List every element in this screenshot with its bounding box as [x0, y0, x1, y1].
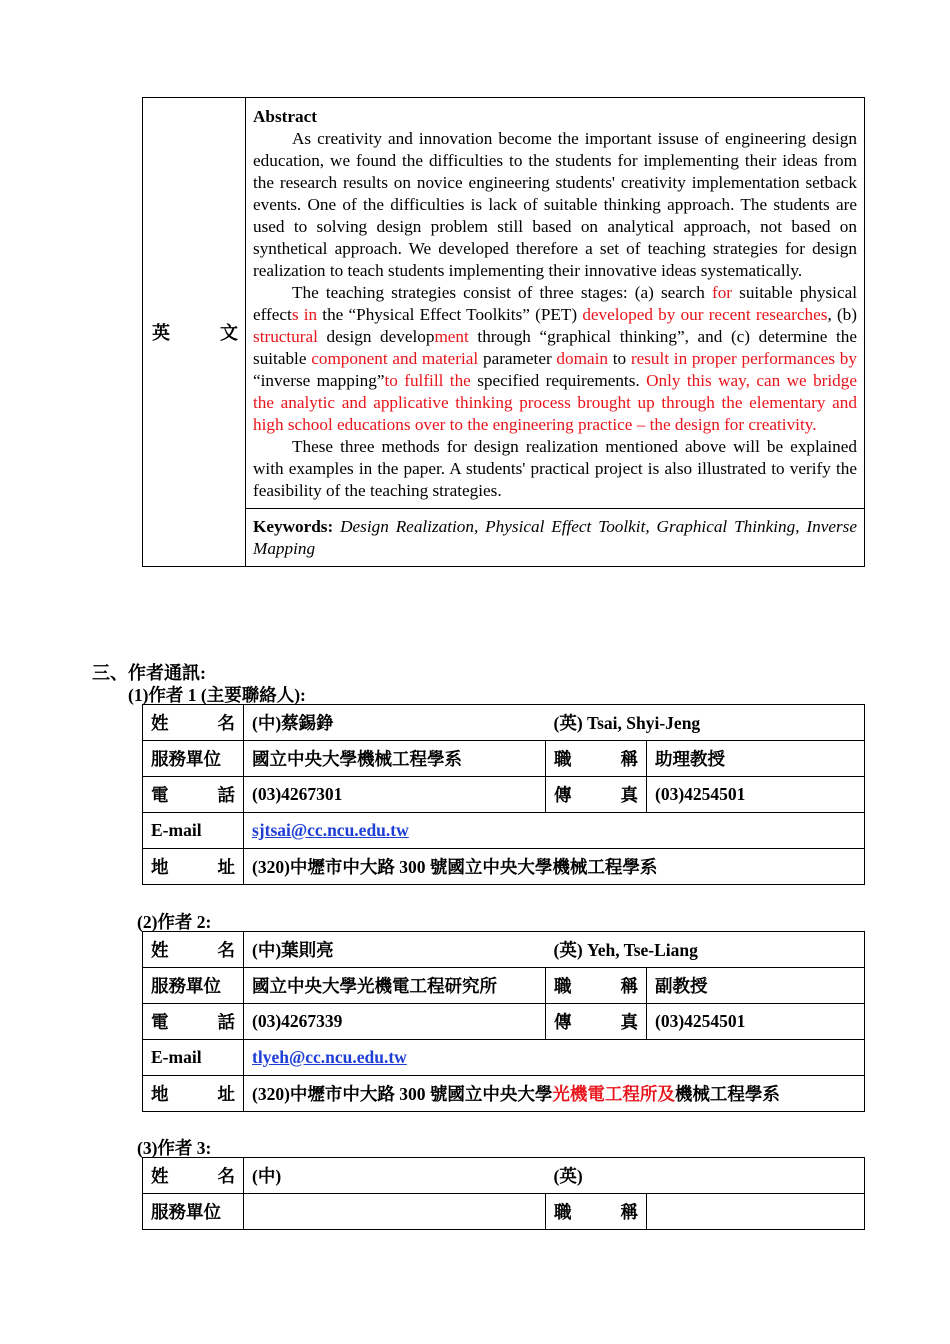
abstract-paragraph-2-segment: domain: [556, 349, 608, 368]
address-label: [143, 849, 244, 885]
title-label: [546, 968, 647, 1004]
author-1-email-cell: [244, 813, 865, 849]
author-1-email-link[interactable]: sjtsai@cc.ncu.edu.tw: [252, 820, 409, 840]
author-1-phone: (03)4267301: [244, 777, 546, 813]
abstract-paragraph-2-segment: ment: [434, 327, 469, 346]
abstract-paragraph-2-segment: to fulfill the: [384, 371, 471, 390]
fax-label: [546, 1004, 647, 1040]
author-3-unit-row: [143, 1194, 865, 1230]
unit-label: 服務單位: [143, 968, 244, 1004]
title-label-char-1: 職: [554, 976, 572, 996]
name-label: [143, 932, 244, 968]
name-label-char-1: 姓: [151, 713, 169, 733]
phone-label-char-2: 話: [217, 1012, 235, 1032]
name-label: [143, 705, 244, 741]
author-2-table: [142, 931, 865, 1112]
author-2-address-segment: 機械工程學系: [674, 1084, 780, 1104]
author-3-heading: (3)作者 3:: [137, 1138, 212, 1158]
author-2-name-row: [143, 932, 865, 968]
author-1-address-row: [143, 849, 865, 885]
abstract-paragraph-2-segment: component and material: [311, 349, 479, 368]
abstract-paragraph-2: [253, 282, 857, 436]
name-label-char-2: 名: [217, 940, 235, 960]
address-label-char-2: 址: [217, 1084, 235, 1104]
abstract-label-char-1: 英: [152, 323, 170, 343]
unit-label: 服務單位: [143, 1194, 244, 1230]
abstract-paragraph-2-segment: result in proper performances by: [630, 349, 857, 368]
author-1-address-segment: (320)中壢市中大路 300 號國立中央大學機械工程學系: [252, 857, 658, 877]
author-1-unit-row: [143, 741, 865, 777]
author-3-table: [142, 1157, 865, 1230]
author-1-title: 助理教授: [647, 741, 865, 777]
abstract-paragraph-2-segment: , (b): [827, 305, 858, 324]
author-1-unit: 國立中央大學機械工程學系: [244, 741, 546, 777]
author-3-name-en: (英): [546, 1158, 865, 1194]
author-1-phone-row: [143, 777, 865, 813]
author-2-unit: 國立中央大學光機電工程研究所: [244, 968, 546, 1004]
abstract-paragraph-2-segment: Only this way, can we bridge the analytic and applicative thinking process brought up through the elementary and high school educations over to the engineering practice – the design for creativity.: [253, 371, 857, 434]
keywords-text: Design Realization, Physical Effect Toolkit, Graphical Thinking, Inverse Mapping: [253, 517, 857, 558]
author-3-name-row: [143, 1158, 865, 1194]
email-label: E-mail: [143, 1040, 244, 1076]
title-label: [546, 1194, 647, 1230]
phone-label-char-1: 電: [151, 785, 169, 805]
abstract-paragraph-2-segment: structural: [253, 327, 318, 346]
name-label-char-2: 名: [217, 1166, 235, 1186]
author-1-address: [244, 849, 865, 885]
keywords-label: Keywords:: [253, 517, 334, 536]
name-label-char-1: 姓: [151, 940, 169, 960]
author-2-name-en: (英) Yeh, Tse-Liang: [546, 932, 865, 968]
title-label-char-1: 職: [554, 749, 572, 769]
abstract-label-char-2: 文: [220, 323, 238, 343]
author-1-name-zh: (中)蔡錫錚: [244, 705, 546, 741]
abstract-paragraph-2-segment: The teaching strategies consist of three stages: (a) search: [292, 283, 712, 302]
section-heading-author-contact: 三、作者通訊:: [92, 663, 206, 683]
abstract-paragraph-2-segment: to: [607, 349, 631, 368]
author-1-email-row: [143, 813, 865, 849]
fax-label: [546, 777, 647, 813]
phone-label: [143, 1004, 244, 1040]
author-2-email-row: [143, 1040, 865, 1076]
fax-label-char-1: 傳: [554, 785, 572, 805]
author-2-email-link[interactable]: tlyeh@cc.ncu.edu.tw: [252, 1047, 407, 1067]
author-1-name-en: (英) Tsai, Shyi-Jeng: [546, 705, 865, 741]
abstract-paragraph-2-segment: through “graphical thinking”, and (c) determine the suitable: [253, 327, 857, 368]
author-2-email-cell: [244, 1040, 865, 1076]
title-label-char-2: 稱: [620, 1202, 638, 1222]
fax-label-char-2: 真: [620, 785, 638, 805]
abstract-paragraph-2-segment: “inverse mapping”: [253, 371, 385, 390]
abstract-paragraph-2-segment: for: [711, 283, 733, 302]
author-2-phone: (03)4267339: [244, 1004, 546, 1040]
email-label: E-mail: [143, 813, 244, 849]
abstract-paragraph-2-segment: s in: [291, 305, 318, 324]
address-label: [143, 1076, 244, 1112]
title-label-char-1: 職: [554, 1202, 572, 1222]
abstract-paragraph-2-segment: the “Physical Effect Toolkits” (PET): [317, 305, 583, 324]
abstract-label: [144, 319, 244, 345]
keywords-cell: [246, 509, 865, 567]
author-1-table: [142, 704, 865, 885]
author-3-unit: [244, 1194, 546, 1230]
author-2-address-segment: 光機電工程所及: [552, 1084, 675, 1104]
phone-label-char-2: 話: [217, 785, 235, 805]
name-label-char-1: 姓: [151, 1166, 169, 1186]
author-3-name-zh: (中): [244, 1158, 546, 1194]
title-label-char-2: 稱: [620, 749, 638, 769]
author-1-fax: (03)4254501: [647, 777, 865, 813]
fax-label-char-2: 真: [620, 1012, 638, 1032]
phone-label: [143, 777, 244, 813]
author-2-heading: (2)作者 2:: [137, 912, 212, 932]
author-2-address-segment: (320)中壢市中大路 300 號國立中央大學: [252, 1084, 553, 1104]
author-2-fax: (03)4254501: [647, 1004, 865, 1040]
abstract-paragraph-1: As creativity and innovation become the important issuse of engineering design education, we found the difficulties to the students for implementing their ideas from the research results on novice engineering students' creativity implementation setback events. One of the difficulties is lack of suitable thinking approach. The students are used to solving design problem still based on analytical approach, not based on synthetical approach. We developed therefore a set of teaching strategies for design realization to teach students implementing their innovative ideas systematically.: [253, 129, 857, 280]
abstract-paragraph-2-segment: parameter: [478, 349, 557, 368]
abstract-label-cell: [143, 98, 246, 567]
abstract-title: Abstract: [253, 107, 317, 126]
address-label-char-1: 地: [151, 857, 169, 877]
address-label-char-1: 地: [151, 1084, 169, 1104]
author-2-address-row: [143, 1076, 865, 1112]
abstract-paragraph-2-segment: developed by our recent researches: [582, 305, 828, 324]
name-label-char-2: 名: [217, 713, 235, 733]
name-label: [143, 1158, 244, 1194]
unit-label: 服務單位: [143, 741, 244, 777]
author-1-heading: (1)作者 1 (主要聯絡人):: [128, 685, 306, 705]
abstract-table: [142, 97, 865, 567]
title-label-char-2: 稱: [620, 976, 638, 996]
author-1-name-row: [143, 705, 865, 741]
title-label: [546, 741, 647, 777]
author-3-title: [647, 1194, 865, 1230]
author-2-name-zh: (中)葉則亮: [244, 932, 546, 968]
abstract-paragraph-3: These three methods for design realization mentioned above will be explained with examples in the paper. A students' practical project is also illustrated to verify the feasibility of the teaching strategies.: [253, 437, 857, 500]
author-2-unit-row: [143, 968, 865, 1004]
abstract-paragraph-2-segment: design develop: [317, 327, 435, 346]
author-2-address: [244, 1076, 865, 1112]
abstract-paragraph-2-segment: suitable physical effect: [253, 283, 857, 324]
author-2-phone-row: [143, 1004, 865, 1040]
author-2-title: 副教授: [647, 968, 865, 1004]
address-label-char-2: 址: [217, 857, 235, 877]
fax-label-char-1: 傳: [554, 1012, 572, 1032]
abstract-body: [246, 98, 865, 509]
abstract-paragraph-2-segment: specified requirements.: [470, 371, 647, 390]
phone-label-char-1: 電: [151, 1012, 169, 1032]
